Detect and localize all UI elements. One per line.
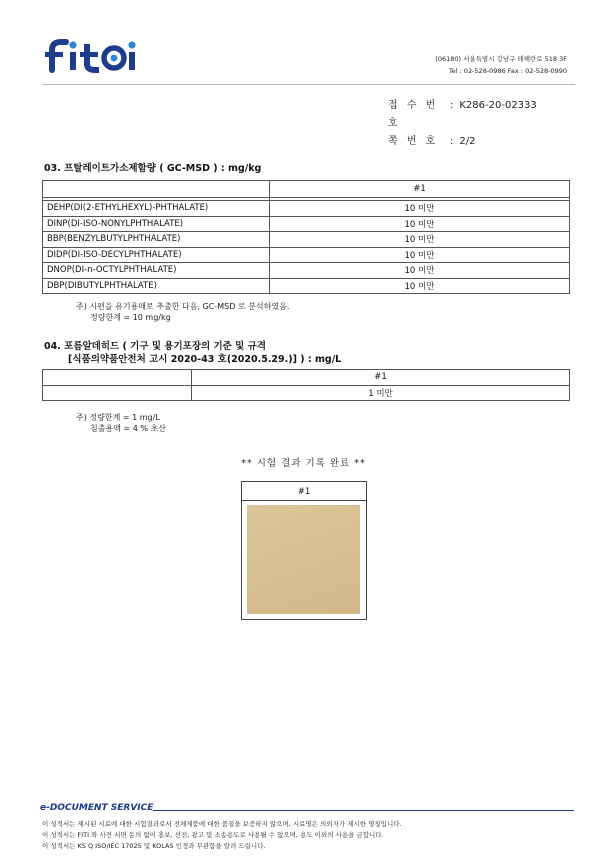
substance-name: DINP(DI-ISO-NONYLPHTHALATE) [43, 216, 270, 232]
footer-line: 이 성적서는 FITI 와 사전 서면 동의 없이 홍보, 선전, 광고 및 소송용도로 사용될 수 없으며, 용도 이외의 사용을 금합니다. [42, 831, 384, 839]
section-04-title-line1: 04. 포름알데히드 ( 기구 및 용기포장의 기준 및 규격 [44, 341, 266, 352]
receipt-number-value: K286-20-02333 [459, 100, 537, 111]
page-number-value: 2/2 [459, 136, 476, 147]
table-header-row [43, 370, 570, 386]
footer-disclaimer [42, 819, 402, 852]
substance-value: 10 미만 [270, 216, 570, 232]
footer-line: 이 성적서는 제시된 시료에 대한 시험결과로서 전체제품에 대한 품질을 보증하지 않으며, 시료명은 의뢰자가 제시한 명칭입니다. [42, 820, 402, 828]
table-row [43, 232, 570, 248]
receipt-info [388, 97, 537, 151]
completion-text: ** 시험 결과 기록 완료 ** [241, 458, 366, 469]
contact-line: Tel : 02-528-0986 Fax : 02-528-0990 [448, 67, 567, 75]
formaldehyde-value: 1 미만 [192, 385, 570, 401]
table-row [43, 216, 570, 232]
table-row [43, 385, 570, 401]
substance-value: 10 미만 [270, 263, 570, 279]
section-04-note-solution: 침출용액 = 4 % 초산 [90, 424, 166, 433]
substance-name: DNOP(DI-n-OCTYLPHTHALATE) [43, 263, 270, 279]
page-separator: : [450, 136, 454, 147]
table-row [43, 201, 570, 217]
page-number-label: 쪽 번 호 [388, 136, 439, 147]
table-row [43, 278, 570, 294]
section-04-title-line2: [식품의약품안전처 고시 2020-43 호(2020.5.29.)] ) : mg/L [68, 354, 342, 365]
section-03-title: 03. 프탈레이트가소제함량 ( GC-MSD ) : mg/kg [44, 163, 262, 174]
substance-value: 10 미만 [270, 278, 570, 294]
substance-value: 10 미만 [270, 232, 570, 248]
table-header-row [43, 181, 570, 198]
table-row [43, 263, 570, 279]
table-row [43, 247, 570, 263]
sample-photo-frame [241, 481, 367, 620]
footer-line: 이 성적서는 KS Q ISO/IEC 17025 및 KOLAS 인정과 무관함을 알려 드립니다. [42, 842, 266, 850]
section-03-note-limit: 정량한계 = 10 mg/kg [90, 313, 171, 322]
substance-value: 10 미만 [270, 201, 570, 217]
section-04-notes [76, 412, 166, 434]
section-04-note-limit: 주) 정량한계 = 1 mg/L [76, 413, 160, 422]
fiti-logo [42, 36, 142, 76]
section-04-title [44, 340, 341, 366]
section-03-notes [76, 301, 289, 323]
header-divider [42, 84, 575, 85]
e-document-service-title: e-DOCUMENT SERVICE [40, 803, 154, 813]
page-number-row [388, 133, 537, 151]
substance-name: BBP(BENZYLBUTYLPHTHALATE) [43, 232, 270, 248]
sample-photo [247, 505, 360, 614]
substance-name: DIDP(DI-ISO-DECYLPHTHALATE) [43, 247, 270, 263]
company-address [435, 53, 567, 77]
footer-divider [153, 810, 574, 811]
receipt-number-row [388, 97, 537, 133]
column-header: #1 [192, 370, 570, 386]
sample-photo-label: #1 [242, 482, 366, 501]
substance-name: DBP(DIBUTYLPHTHALATE) [43, 278, 270, 294]
receipt-separator: : [450, 100, 454, 111]
receipt-number-label: 접 수 번 호 [388, 100, 439, 129]
fiti-logo-mark [42, 36, 142, 76]
substance-name: DEHP(DI(2-ETHYLHEXYL)-PHTHALATE) [43, 201, 270, 217]
phthalate-table [42, 180, 570, 294]
formaldehyde-table [42, 369, 570, 401]
header-blank-cell [43, 370, 192, 386]
column-header: #1 [270, 181, 570, 198]
address-line: (06180) 서울특별시 강남구 테헤란로 518 3F [435, 55, 567, 63]
substance-value: 10 미만 [270, 247, 570, 263]
section-03-note-method: 주) 시편을 유기용매로 추출한 다음, GC-MSD 로 분석하였음. [76, 302, 290, 311]
header-blank-cell [43, 181, 270, 198]
row-blank-cell [43, 385, 192, 401]
